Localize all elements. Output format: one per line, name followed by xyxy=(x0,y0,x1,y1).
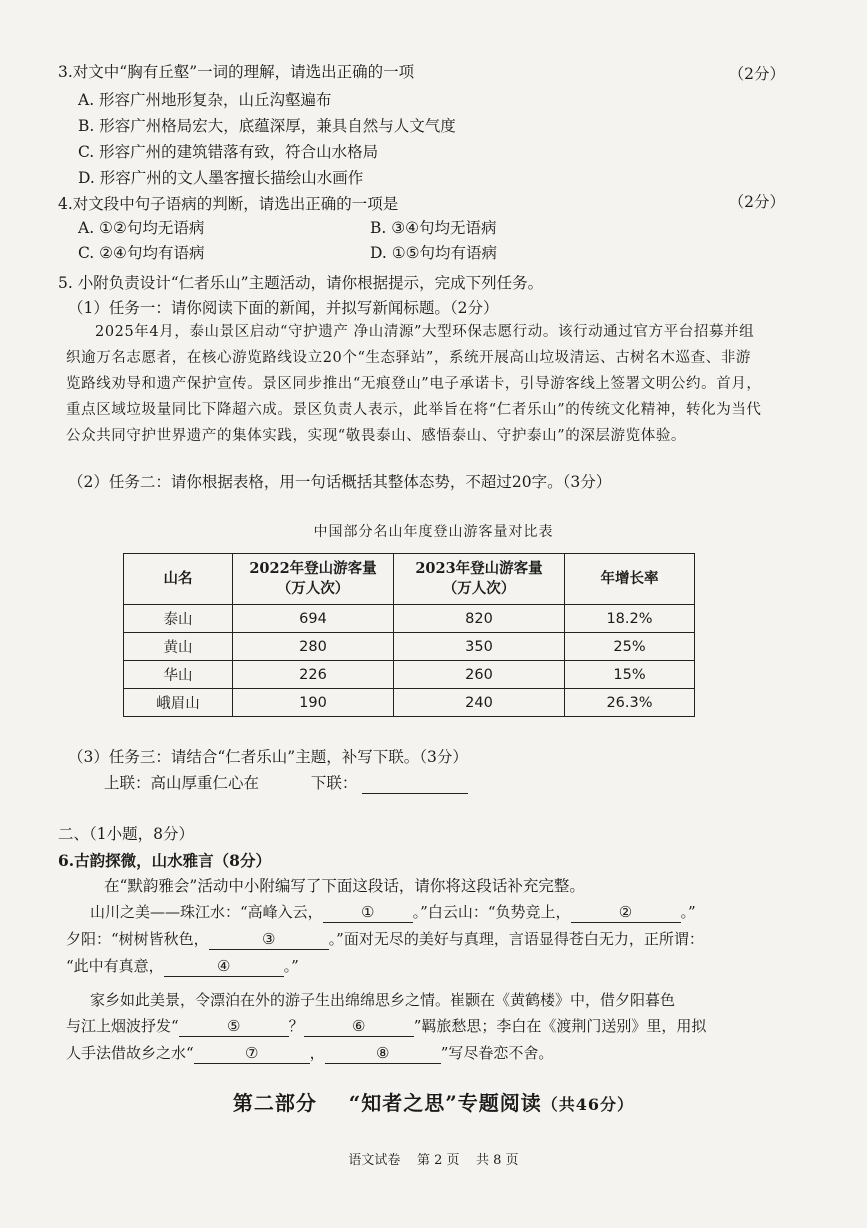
q5-news-paragraph: 2025年4月，泰山景区启动“守护遗产 净山清源”大型环保志愿行动。该行动通过官方平台招募并组织逾万名志愿者，在核心游览路线设立20个“生态驿站”，系统开展高山垃圾清运、古树名木巡查、非游览路线劝导和遗产保护宣传。景区同步推出“无痕登山”电子承诺卡，引导游客线上签署文明公约。首月，重点区域垃圾量同比下降超六成。景区负责人表示，此举旨在将“仁者乐山”的传统文化精神，转化为当代公众共同守护世界遗产的集体实践，实现“敬畏泰山、感悟泰山、守护泰山”的深层游览体验。 xyxy=(66,324,762,444)
table-header-growth: 年增长率 xyxy=(565,554,695,605)
blank-5[interactable]: ⑤ xyxy=(179,1016,289,1037)
q6-line-5 xyxy=(66,1016,706,1037)
blank-4[interactable]: ④ xyxy=(164,956,284,977)
q6-text: 。” xyxy=(680,903,696,921)
table-cell: 26.3% xyxy=(565,689,695,717)
q6-text: ， xyxy=(309,1044,325,1062)
q6-text: 与江上烟波抒发“ xyxy=(66,1017,179,1035)
q6-text: 夕阳：“树树皆秋色， xyxy=(66,930,209,948)
blank-6[interactable]: ⑥ xyxy=(304,1016,414,1037)
q5-task3: （3）任务三：请结合“仁者乐山”主题，补写下联。（3分） xyxy=(68,748,468,766)
q6-text: “此中有真意， xyxy=(66,957,164,975)
q4-option-a: A. ①②句均无语病 xyxy=(78,219,205,237)
q3-score: （2分） xyxy=(728,65,785,83)
part2-title xyxy=(0,1093,867,1115)
page-footer: 语文试卷 第 2 页 共 8 页 xyxy=(348,1153,519,1168)
table-header-row xyxy=(124,554,695,605)
q6-text: 。”白云山：“负势竞上， xyxy=(412,903,571,921)
table-title: 中国部分名山年度登山游客量对比表 xyxy=(313,524,554,540)
q4-option-d: D. ①⑤句均有语病 xyxy=(370,244,498,262)
q3-option-a: A. 形容广州地形复杂，山丘沟壑遍布 xyxy=(78,91,332,109)
table-cell: 260 xyxy=(394,661,565,689)
table-cell: 240 xyxy=(394,689,565,717)
q5-task2: （2）任务二：请你根据表格，用一句话概括其整体态势，不超过20字。（3分） xyxy=(68,473,612,491)
q6-line-2 xyxy=(66,929,704,950)
q6-text: ？ xyxy=(288,1017,304,1035)
table-cell: 820 xyxy=(394,605,565,633)
couplet-line xyxy=(104,773,468,794)
q6-text: 山川之美——珠江水：“高峰入云， xyxy=(90,903,323,921)
q3-option-d: D. 形容广州的文人墨客擅长描绘山水画作 xyxy=(78,169,364,187)
q6-title: 6.古韵探微，山水雅言（8分） xyxy=(58,851,271,870)
table-cell: 18.2% xyxy=(565,605,695,633)
couplet-upper: 上联：高山厚重仁心在 xyxy=(104,774,260,792)
q6-line-6 xyxy=(66,1043,553,1064)
q6-text: ”写尽眷恋不舍。 xyxy=(440,1044,554,1062)
table-header-2022: 2022年登山游客量 （万人次） xyxy=(233,554,394,605)
q6-intro: 在“默韵雅会”活动中小附编写了下面这段话，请你将这段话补充完整。 xyxy=(104,877,585,895)
blank-1[interactable]: ① xyxy=(323,902,413,923)
table-cell: 15% xyxy=(565,661,695,689)
q6-text: 。” xyxy=(283,957,299,975)
table-cell: 华山 xyxy=(124,661,233,689)
couplet-lower-label: 下联： xyxy=(310,774,358,792)
table-cell: 25% xyxy=(565,633,695,661)
table-row xyxy=(124,605,695,633)
q6-line-1 xyxy=(90,902,696,923)
blank-8[interactable]: ⑧ xyxy=(325,1043,441,1064)
part2-score: （共46分） xyxy=(541,1095,635,1114)
table-cell: 280 xyxy=(233,633,394,661)
blank-2[interactable]: ② xyxy=(571,902,681,923)
table-cell: 350 xyxy=(394,633,565,661)
table-cell: 黄山 xyxy=(124,633,233,661)
q6-line-4: 家乡如此美景，令漂泊在外的游子生出绵绵思乡之情。崔颢在《黄鹤楼》中，借夕阳暮色 xyxy=(90,991,676,1009)
q6-text: 。”面对无尽的美好与真理，言语显得苍白无力，正所谓： xyxy=(328,930,704,948)
table-cell: 190 xyxy=(233,689,394,717)
q5-stem: 5. 小附负责设计“仁者乐山”主题活动，请你根据提示，完成下列任务。 xyxy=(58,274,544,292)
table-row xyxy=(124,633,695,661)
table-cell: 226 xyxy=(233,661,394,689)
q3-option-c: C. 形容广州的建筑错落有致，符合山水格局 xyxy=(78,143,379,161)
q4-option-b: B. ③④句均无语病 xyxy=(370,219,497,237)
q6-text: 人手法借故乡之水“ xyxy=(66,1044,194,1062)
q5-task1: （1）任务一：请你阅读下面的新闻，并拟写新闻标题。（2分） xyxy=(68,299,499,317)
table-cell: 694 xyxy=(233,605,394,633)
table-cell: 泰山 xyxy=(124,605,233,633)
table-header-name: 山名 xyxy=(124,554,233,605)
q3-stem: 3.对文中“胸有丘壑”一词的理解，请选出正确的一项 xyxy=(58,63,415,81)
blank-3[interactable]: ③ xyxy=(209,929,329,950)
q3-option-b: B. 形容广州格局宏大，底蕴深厚，兼具自然与人文气度 xyxy=(78,117,456,135)
section2-heading: 二、（1小题，8分） xyxy=(58,825,194,843)
table-header-2023: 2023年登山游客量 （万人次） xyxy=(394,554,565,605)
table-cell: 峨眉山 xyxy=(124,689,233,717)
part2-title-text: 第二部分 “知者之思”专题阅读 xyxy=(232,1091,542,1115)
visitor-table xyxy=(123,553,695,717)
q6-text: ”羁旅愁思；李白在《渡荆门送别》里，用拟 xyxy=(413,1017,707,1035)
q4-stem: 4.对文段中句子语病的判断，请选出正确的一项是 xyxy=(58,195,399,213)
table-row xyxy=(124,661,695,689)
q4-option-c: C. ②④句均有语病 xyxy=(78,244,205,262)
q6-line-3 xyxy=(66,956,299,977)
table-row xyxy=(124,689,695,717)
blank-7[interactable]: ⑦ xyxy=(194,1043,310,1064)
q4-score: （2分） xyxy=(728,193,785,211)
couplet-lower-blank[interactable] xyxy=(362,773,468,794)
